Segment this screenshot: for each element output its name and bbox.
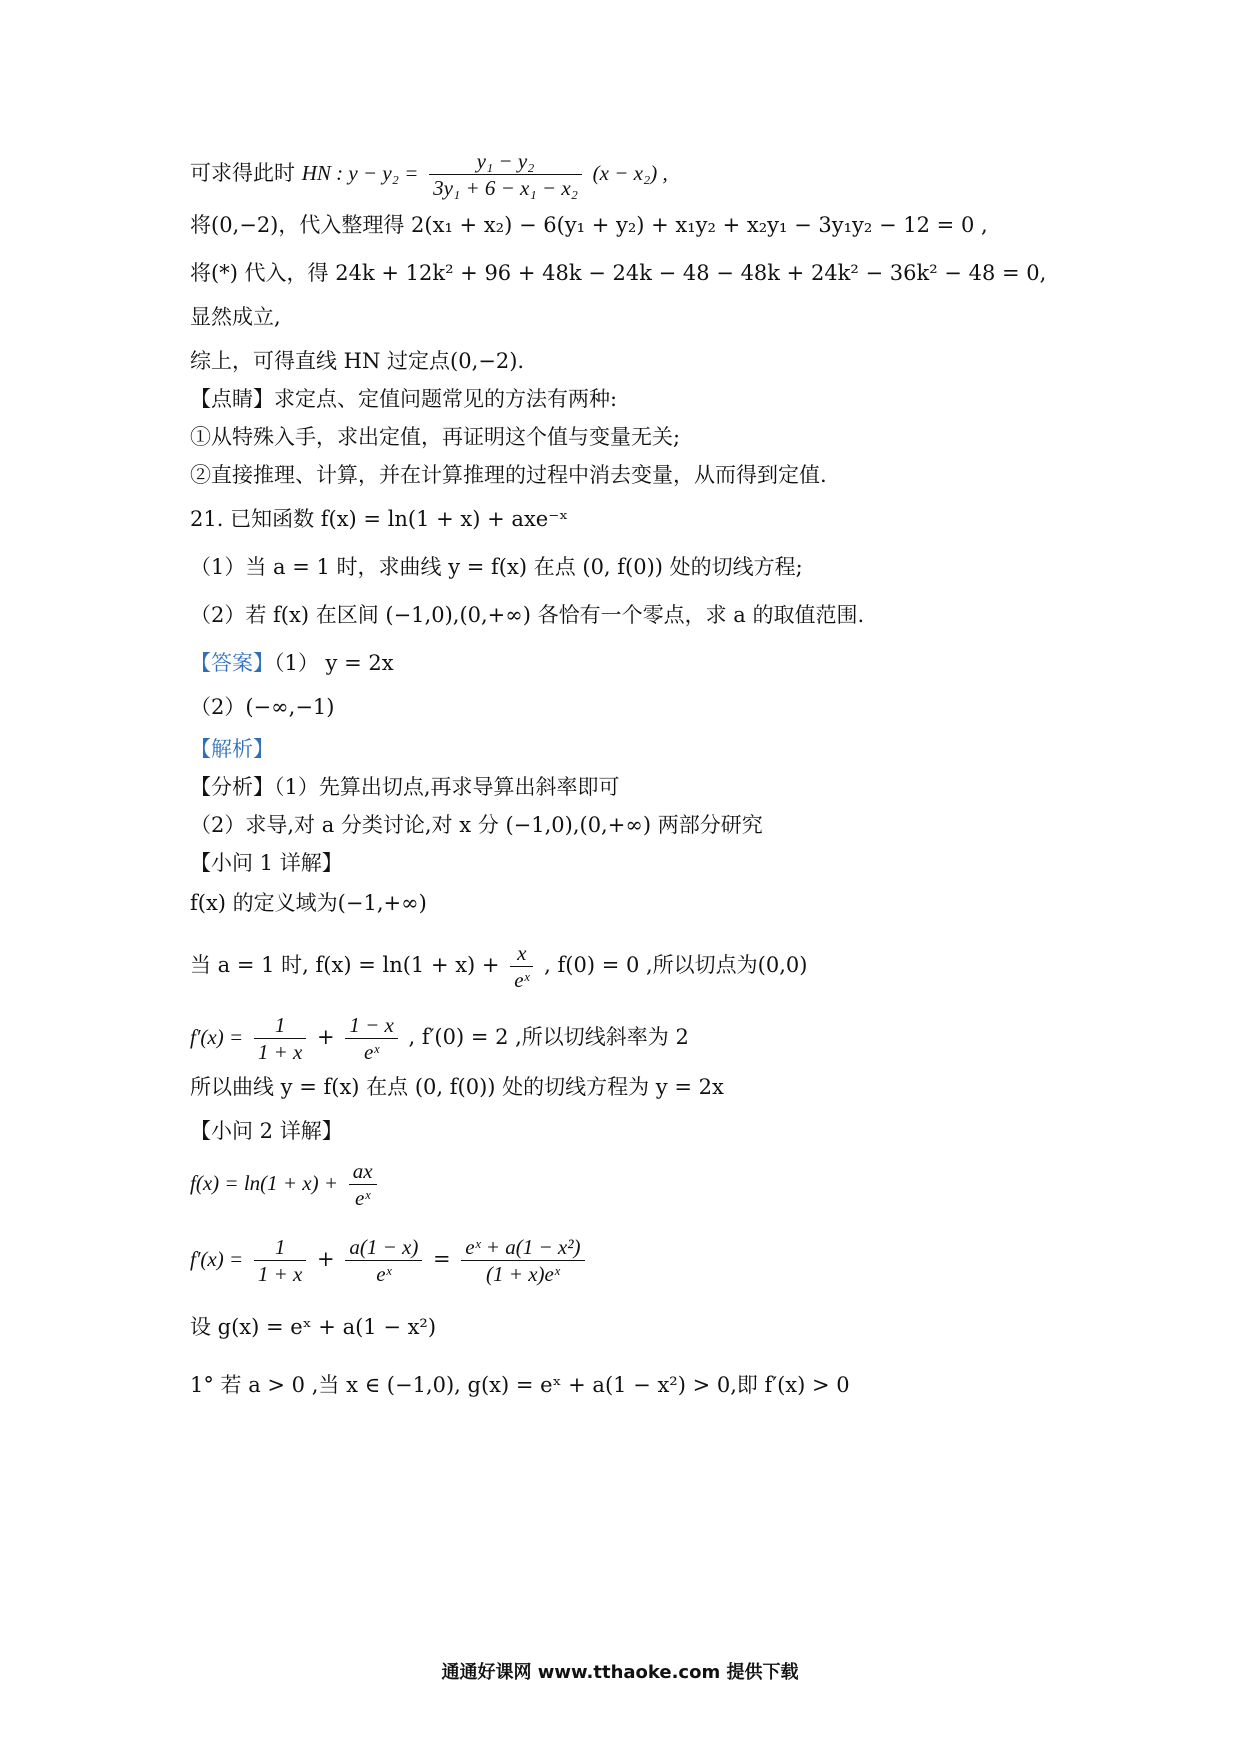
analysis-line-2: （2）求导,对 a 分类讨论,对 x 分 (−1,0),(0,+∞) 两部分研究: [190, 813, 763, 837]
sub-question-2-heading: 【小问 2 详解】: [190, 1119, 343, 1143]
line-plug-in: 将(*) 代入，得 24k + 12k² + 96 + 48k − 24k − 48 − 48k + 24k² − 36k² − 48 = 0,: [190, 261, 1047, 285]
line-tip-1: ①从特殊入手，求出定值，再证明这个值与变量无关;: [190, 425, 681, 449]
fraction: [254, 1234, 307, 1287]
fraction: [510, 940, 533, 993]
line-conclusion: 综上，可得直线 HN 过定点(0,−2).: [190, 349, 525, 373]
denominator: eˣ: [363, 1040, 380, 1064]
denominator: (1 + x)eˣ: [486, 1262, 560, 1286]
line-define-g: 设 g(x) = eˣ + a(1 − x²): [190, 1315, 437, 1339]
math: f′(x) =: [190, 1025, 244, 1049]
operator: +: [317, 1247, 335, 1271]
math: f(x) = ln(1 + x) +: [190, 1171, 339, 1195]
fraction: [345, 1234, 422, 1287]
fraction: [254, 1012, 307, 1065]
numerator: a(1 − x): [345, 1234, 422, 1261]
fraction: [429, 148, 582, 201]
math: f′(x) =: [190, 1247, 244, 1271]
text: , f(0) = 0 ,所以切点为(0,0): [544, 953, 808, 977]
text: 可求得此时: [190, 161, 302, 185]
numerator: eˣ + a(1 − x²): [461, 1234, 584, 1261]
footer-watermark: 通通好课网 www.tthaoke.com 提供下载: [441, 1662, 799, 1683]
line-case-1: 1° 若 a > 0 ,当 x ∈ (−1,0), g(x) = eˣ + a(1 − x²) > 0,即 f′(x) > 0: [190, 1373, 850, 1397]
fraction: [461, 1234, 584, 1287]
math: HN : y − y₂ =: [301, 161, 419, 185]
line-tangent-point: [190, 940, 807, 993]
line-function: [190, 1158, 381, 1211]
analysis-line-1: 【分析】（1）先算出切点,再求导算出斜率即可: [190, 775, 620, 799]
operator: +: [317, 1025, 335, 1049]
line-tangent-equation: 所以曲线 y = f(x) 在点 (0, f(0)) 处的切线方程为 y = 2x: [190, 1075, 724, 1099]
denominator: eˣ: [355, 1186, 371, 1210]
denominator: 1 + x: [257, 1262, 303, 1286]
answer-part-2: （2）(−∞,−1): [190, 695, 335, 719]
line-derivative-2: [190, 1234, 589, 1287]
math: (x − x₂) ,: [592, 161, 668, 185]
line-tip-heading: 【点睛】求定点、定值问题常见的方法有两种:: [190, 387, 618, 411]
numerator: 1 − x: [345, 1012, 398, 1039]
question-21-part-1: （1）当 a = 1 时，求曲线 y = f(x) 在点 (0, f(0)) 处的切线方程;: [190, 555, 803, 579]
question-21-part-2: （2）若 f(x) 在区间 (−1,0),(0,+∞) 各恰有一个零点，求 a 的取值范围.: [190, 603, 865, 627]
denominator: 3y₁ + 6 − x₁ − x₂: [433, 176, 578, 200]
line-hn-equation: [190, 148, 668, 201]
numerator: x: [510, 940, 533, 967]
line-tip-2: ②直接推理、计算，并在计算推理的过程中消去变量，从而得到定值.: [190, 463, 827, 487]
fraction: [345, 1012, 398, 1065]
denominator: eˣ: [376, 1262, 392, 1286]
line-substitute: 将(0,−2)，代入整理得 2(x₁ + x₂) − 6(y₁ + y₂) + x₁y₂ + x₂y₁ − 3y₁y₂ − 12 = 0 ,: [190, 213, 988, 237]
numerator: 1: [254, 1012, 307, 1039]
sub-question-1-heading: 【小问 1 详解】: [190, 851, 343, 875]
denominator: eˣ: [514, 968, 530, 992]
analysis-tag: 【解析】: [190, 737, 274, 761]
line-derivative: [190, 1012, 689, 1065]
operator: =: [433, 1247, 451, 1271]
text: 当 a = 1 时, f(x) = ln(1 + x) +: [190, 953, 500, 977]
answer-text: （1） y = 2x: [274, 651, 394, 675]
numerator: ax: [349, 1158, 377, 1185]
denominator: 1 + x: [257, 1040, 303, 1064]
text: , f′(0) = 2 ,所以切线斜率为 2: [408, 1025, 689, 1049]
numerator: y₁ − y₂: [429, 148, 582, 175]
line-holds: 显然成立,: [190, 305, 281, 329]
numerator: 1: [254, 1234, 307, 1261]
answer-line: [190, 648, 394, 678]
answer-tag: 【答案】: [190, 651, 274, 675]
domain-line: f(x) 的定义域为(−1,+∞): [190, 891, 427, 915]
fraction: [349, 1158, 377, 1211]
question-21: 21. 已知函数 f(x) = ln(1 + x) + axe⁻ˣ: [190, 507, 569, 531]
